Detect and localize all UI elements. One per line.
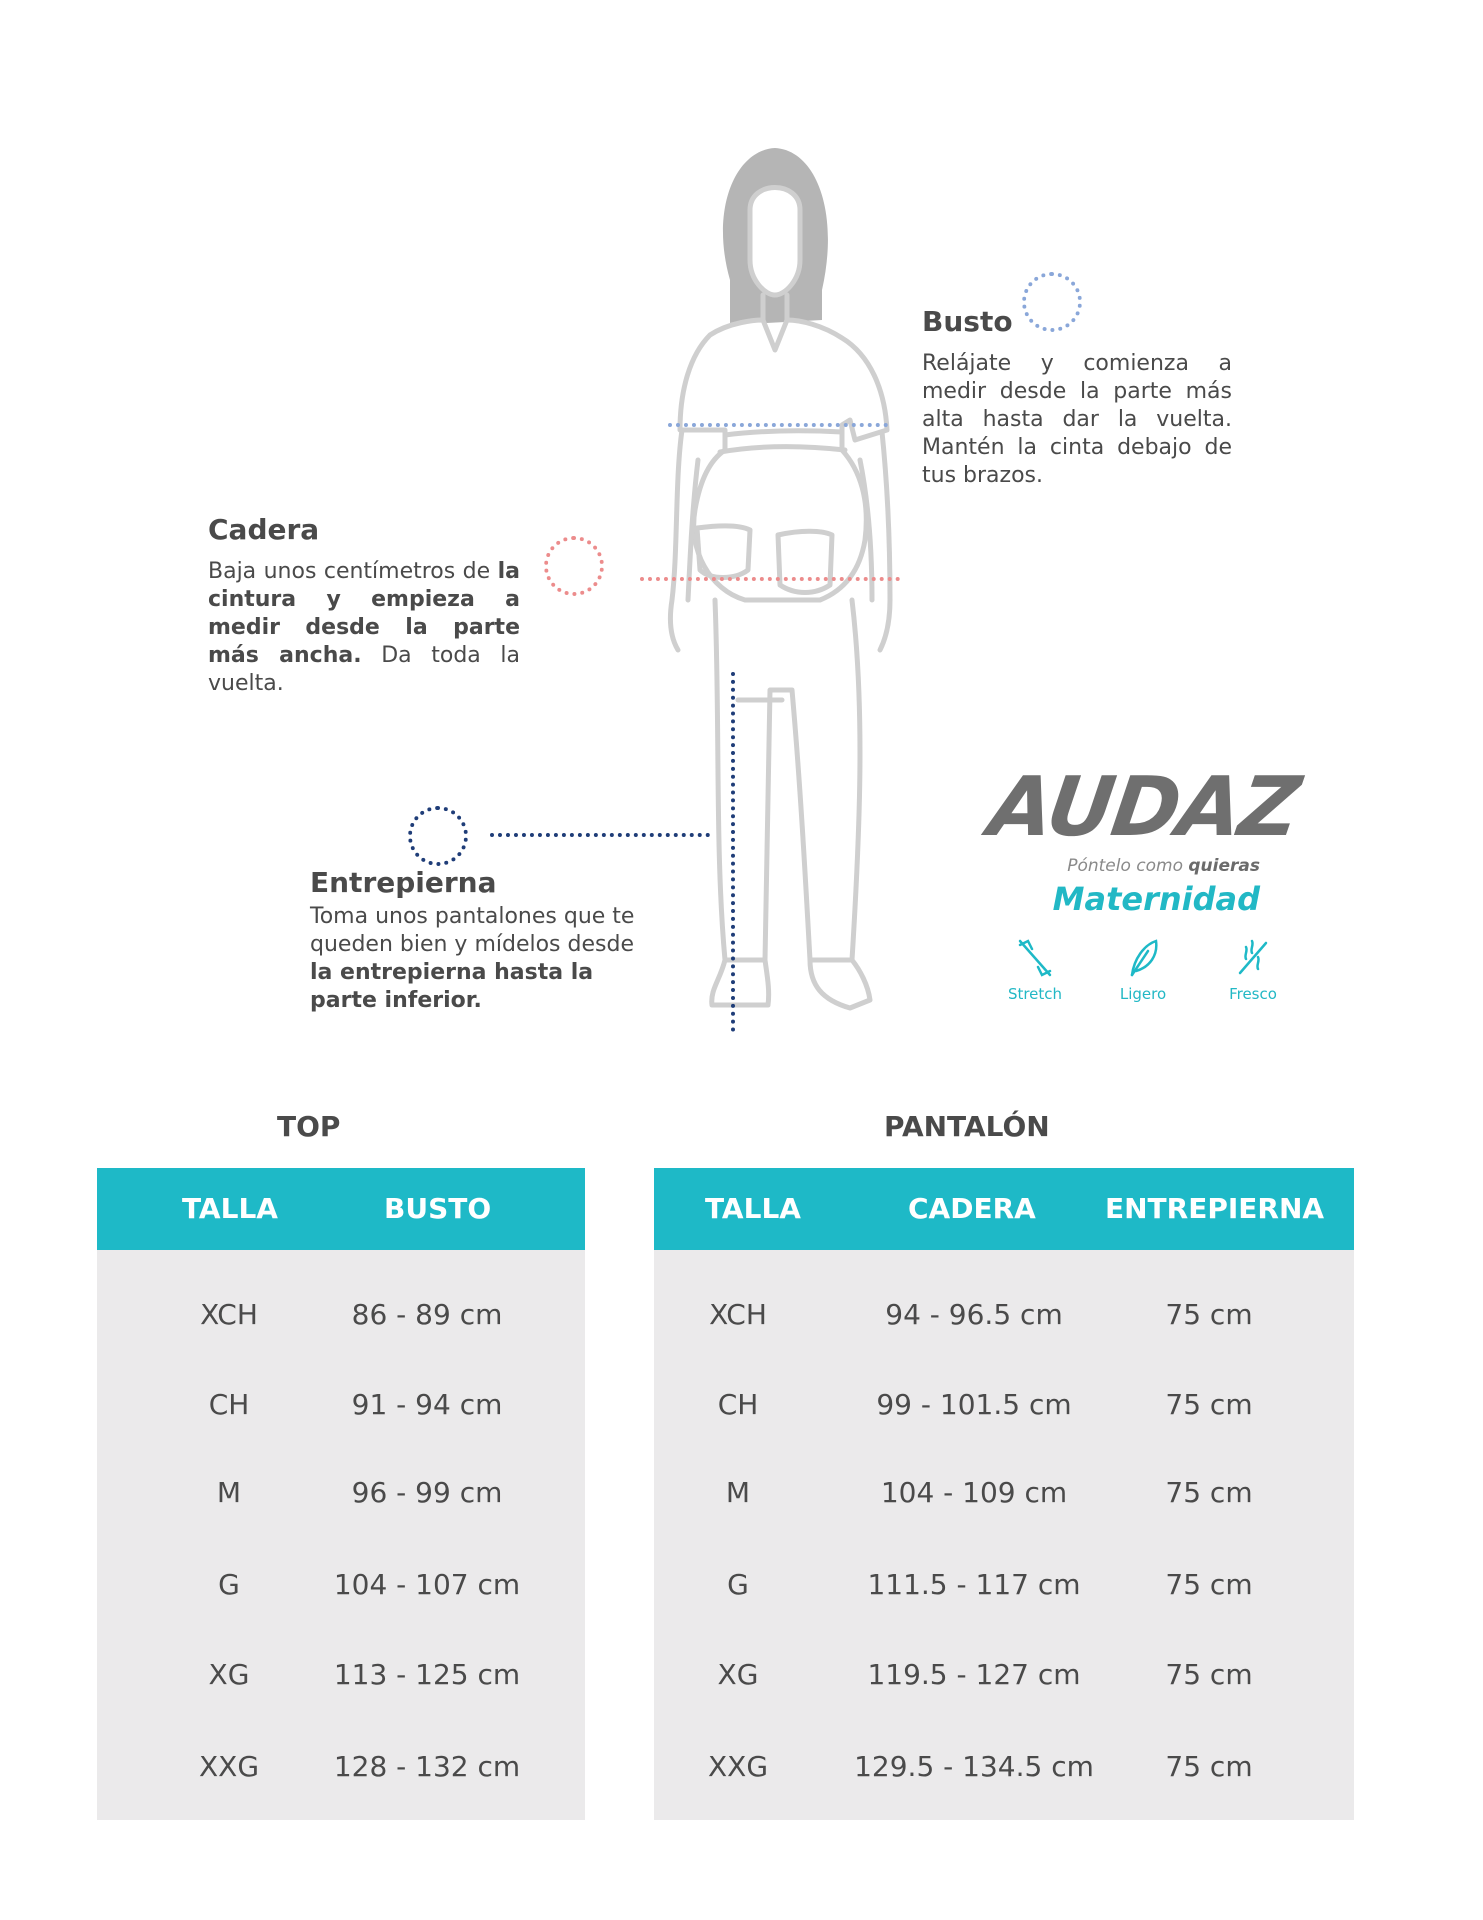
feather-icon [1120, 935, 1166, 981]
top-table-cell: XCH [200, 1298, 258, 1331]
pantalon-table-cell: M [725, 1476, 751, 1509]
top-table-cell: G [218, 1568, 240, 1601]
pantalon-header-talla: TALLA [705, 1192, 801, 1225]
top-table-cell: 128 - 132 cm [333, 1750, 521, 1783]
pantalon-table-cell: 94 - 96.5 cm [885, 1298, 1063, 1331]
brand-logo: AUDAZ [983, 760, 1305, 855]
pantalon-table-cell: XCH [709, 1298, 767, 1331]
busto-instructions [922, 305, 1232, 490]
pantalon-table-cell: 75 cm [1165, 1658, 1253, 1691]
pantalon-table-cell: 111.5 - 117 cm [867, 1568, 1081, 1601]
entrepierna-vertical-line [731, 672, 735, 1032]
pantalon-header-entrepierna: ENTREPIERNA [1105, 1192, 1325, 1225]
cadera-instructions [208, 513, 520, 698]
top-section-title: TOP [277, 1110, 341, 1143]
pantalon-table-cell: 75 cm [1165, 1388, 1253, 1421]
top-table-cell: CH [208, 1388, 250, 1421]
top-table-cell: 86 - 89 cm [351, 1298, 503, 1331]
top-table-cell: 104 - 107 cm [333, 1568, 521, 1601]
entrepierna-measure-line [490, 833, 710, 837]
top-size-table [97, 1168, 585, 1820]
pantalon-table-cell: CH [717, 1388, 759, 1421]
feature-ligero-label: Ligero [1119, 985, 1167, 1003]
top-table-cell: 91 - 94 cm [351, 1388, 503, 1421]
entrepierna-description: Toma unos pantalones que te queden bien y mídelos desde la entrepierna hasta la parte inferior. [310, 904, 635, 1013]
pantalon-table-cell: XXG [707, 1750, 769, 1783]
busto-measure-line [668, 423, 888, 427]
brand-tagline: Póntelo como quieras [1067, 856, 1260, 876]
pantalon-table-header [654, 1168, 1354, 1250]
pantalon-table-cell: 75 cm [1165, 1750, 1253, 1783]
busto-title: Busto [922, 305, 1013, 338]
cadera-title: Cadera [208, 513, 320, 546]
feature-stretch [990, 935, 1080, 1003]
feature-fresco-label: Fresco [1229, 985, 1277, 1003]
feature-ligero [1098, 935, 1188, 1003]
brand-block [983, 760, 1305, 1020]
pantalon-section-title: PANTALÓN [884, 1110, 1050, 1143]
pantalon-table-cell: G [727, 1568, 749, 1601]
pantalon-table-cell: XG [717, 1658, 759, 1691]
pantalon-table-cell: 119.5 - 127 cm [867, 1658, 1081, 1691]
entrepierna-instructions [310, 866, 660, 1015]
feature-stretch-label: Stretch [1007, 985, 1063, 1003]
pantalon-size-table [654, 1168, 1354, 1820]
fresh-icon [1230, 935, 1276, 981]
pantalon-header-cadera: CADERA [908, 1192, 1036, 1225]
cadera-description: Baja unos centímetros de la cintura y empieza a medir desde la parte más ancha. Da toda la vuelta. [208, 559, 521, 696]
top-table-cell: M [216, 1476, 242, 1509]
top-table-cell: XG [208, 1658, 250, 1691]
stretch-icon [1012, 935, 1058, 981]
feature-fresco [1208, 935, 1298, 1003]
pantalon-table-cell: 75 cm [1165, 1476, 1253, 1509]
product-line-label: Maternidad [1052, 880, 1260, 918]
busto-description: Relájate y comienza a medir desde la parte más alta hasta dar la vuelta. Mantén la cinta debajo de tus brazos. [922, 351, 1232, 488]
cadera-measure-line [640, 577, 900, 581]
pantalon-table-cell: 129.5 - 134.5 cm [854, 1750, 1094, 1783]
top-header-busto: BUSTO [384, 1192, 492, 1225]
cadera-indicator-ring [544, 536, 604, 596]
top-table-cell: 113 - 125 cm [333, 1658, 521, 1691]
pantalon-table-cell: 75 cm [1165, 1298, 1253, 1331]
entrepierna-title: Entrepierna [310, 866, 497, 899]
pantalon-table-cell: 99 - 101.5 cm [876, 1388, 1072, 1421]
pantalon-table-cell: 104 - 109 cm [880, 1476, 1068, 1509]
top-header-talla: TALLA [182, 1192, 278, 1225]
top-table-cell: XXG [198, 1750, 260, 1783]
pantalon-table-cell: 75 cm [1165, 1568, 1253, 1601]
top-table-header [97, 1168, 585, 1250]
top-table-cell: 96 - 99 cm [351, 1476, 503, 1509]
entrepierna-indicator-ring [408, 806, 468, 866]
